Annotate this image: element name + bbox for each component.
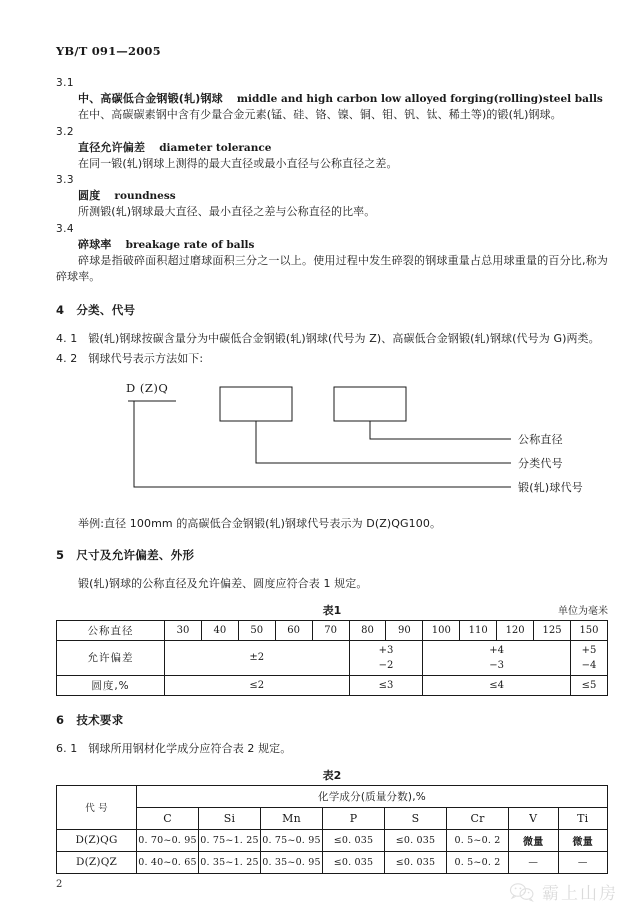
section-title-4: 分类、代号 <box>76 302 136 317</box>
table2-value-cell: 0. 35~1. 25 <box>199 851 261 873</box>
term-cn-3-3: 圆度 <box>78 189 101 202</box>
paragraph-text-6-1: 钢球所用钢材化学成分应符合表 2 规定。 <box>88 741 292 755</box>
table1-row-label-diameter: 公称直径 <box>57 620 165 640</box>
table2-element-header: Cr <box>447 807 509 829</box>
table1-diameter-cell: 40 <box>201 620 238 640</box>
leader-nominal-diameter <box>370 421 511 439</box>
table1-diameter-cell: 60 <box>275 620 312 640</box>
table2-element-header: Mn <box>261 807 323 829</box>
page-content <box>56 44 608 874</box>
table1-roundness-cell: ≤3 <box>349 675 423 695</box>
table2-value-cell: ≤0. 035 <box>323 829 385 851</box>
table1-tolerance-cell <box>423 640 571 675</box>
term-en-3-1: middle and high carbon low alloyed forging(rolling)steel balls <box>236 93 603 105</box>
term-en-3-4: breakage rate of balls <box>125 238 255 251</box>
clause-number-3-3: 3.3 <box>56 174 74 186</box>
standard-code-header: YB/T 091—2005 <box>56 44 161 58</box>
table-row <box>57 829 608 851</box>
table2-code-cell: D(Z)QG <box>57 829 137 851</box>
term-heading-3-2 <box>78 139 608 155</box>
table2-header-code: 代 号 <box>57 785 137 829</box>
term-en-3-2: diameter tolerance <box>159 141 272 154</box>
table-row-roundness <box>57 675 608 695</box>
table2-header-row-elements <box>57 807 608 829</box>
tolerance-lower: −4 <box>581 659 597 671</box>
paragraph-number-4-1: 4. 1 <box>56 331 78 345</box>
watermark <box>509 879 618 904</box>
term-cn-3-4: 碎球率 <box>78 237 112 251</box>
table2-element-header: C <box>137 807 199 829</box>
table1-tolerance-cell <box>349 640 423 675</box>
table1-roundness-cell: ≤5 <box>570 675 607 695</box>
table1-caption: 表1 <box>322 603 342 617</box>
diagram-label-nominal-diameter: 公称直径 <box>518 432 563 446</box>
table2-value-cell: — <box>509 851 559 873</box>
term-heading-3-3 <box>78 187 608 203</box>
section-number-6: 6 <box>56 712 65 727</box>
table2-value-cell: 0. 40~0. 65 <box>137 851 199 873</box>
paragraph-6-1 <box>56 740 608 757</box>
table2-value-cell: 0. 70~0. 95 <box>137 829 199 851</box>
diagram-label-classification-code: 分类代号 <box>518 456 563 470</box>
table1-unit-note: 单位为毫米 <box>558 605 608 617</box>
tolerance-upper: +5 <box>581 644 597 656</box>
term-definition-3-2: 在同一锻(轧)钢球上测得的最大直径或最小直径与公称直径之差。 <box>78 156 398 170</box>
placeholder-box-diameter <box>334 387 406 421</box>
clause-number-3-1: 3.1 <box>56 77 74 89</box>
tolerance-upper: +3 <box>378 644 394 656</box>
table2-value-cell: ≤0. 035 <box>385 829 447 851</box>
term-cn-3-2: 直径允许偏差 <box>78 140 146 154</box>
section-heading-6 <box>56 712 608 728</box>
table2-value-cell: 0. 75~1. 25 <box>199 829 261 851</box>
wechat-icon <box>509 882 535 902</box>
table1-diameter-cell: 150 <box>570 620 607 640</box>
section-heading-5 <box>56 547 608 563</box>
table2-header-row-group <box>57 785 608 807</box>
page-number: 2 <box>56 879 63 890</box>
table2-code-cell: D(Z)QZ <box>57 851 137 873</box>
table1-diameter-cell: 90 <box>386 620 423 640</box>
table1-caption-row <box>56 602 608 618</box>
paragraph-4-1 <box>56 330 608 347</box>
term-definition-3-4: 碎球是指破碎面积超过磨球面积三分之一以上。使用过程中发生碎裂的钢球重量占总用球重量的百分比,称为碎球率。 <box>56 253 608 283</box>
paragraph-number-4-2: 4. 2 <box>56 351 78 365</box>
table2-value-cell: — <box>558 851 608 873</box>
table1-roundness-cell: ≤2 <box>165 675 350 695</box>
table2-value-cell: 0. 5~0. 2 <box>447 829 509 851</box>
table2-value-cell: 0. 75~0. 95 <box>261 829 323 851</box>
paragraph-5-intro: 锻(轧)钢球的公称直径及允许偏差、圆度应符合表 1 规定。 <box>78 576 368 590</box>
table1-diameter-cell: 80 <box>349 620 386 640</box>
table1-tolerance-cell <box>570 640 607 675</box>
code-designation-diagram <box>56 379 608 501</box>
table1-row-label-roundness: 圆度,% <box>57 675 165 695</box>
table2-value-cell: 微量 <box>558 829 608 851</box>
table2-caption-row <box>56 767 608 783</box>
table1-diameter-cell: 120 <box>497 620 534 640</box>
term-definition-3-3: 所测锻(轧)钢球最大直径、最小直径之差与公称直径的比率。 <box>78 205 376 218</box>
section-title-5: 尺寸及允许偏差、外形 <box>76 547 195 562</box>
section-heading-4 <box>56 302 608 318</box>
table-dimensions-tolerance <box>56 620 608 696</box>
table1-row-label-tolerance: 允许偏差 <box>57 640 165 675</box>
table-row-nominal-diameter <box>57 620 608 640</box>
paragraph-4-2 <box>56 350 608 367</box>
table2-element-header: V <box>509 807 559 829</box>
tolerance-lower: −2 <box>378 659 394 671</box>
paragraph-number-6-1: 6. 1 <box>56 741 78 755</box>
paragraph-text-4-1: 锻(轧)钢球按碳含量分为中碳低合金钢锻(轧)钢球(代号为 Z)、高碳低合金钢锻(轧)钢球(代号为 G)两类。 <box>88 331 600 345</box>
section-number-5: 5 <box>56 547 65 562</box>
clause-number-3-4: 3.4 <box>56 222 74 235</box>
table1-tolerance-cell: ±2 <box>165 640 350 675</box>
tolerance-lower: −3 <box>489 659 505 671</box>
table2-value-cell: 0. 35~0. 95 <box>261 851 323 873</box>
leader-classification-code <box>256 421 511 463</box>
diagram-label-ball-code: 锻(轧)球代号 <box>518 480 583 494</box>
table2-element-header: P <box>323 807 385 829</box>
table2-header-composition: 化学成分(质量分数),% <box>137 785 608 807</box>
leader-ball-code <box>134 401 511 487</box>
diagram-code-label: D (Z)Q <box>126 380 169 395</box>
tolerance-upper: +4 <box>489 644 505 656</box>
clause-number-3-2: 3.2 <box>56 125 74 138</box>
table1-diameter-cell: 125 <box>534 620 571 640</box>
table2-element-header: Ti <box>558 807 608 829</box>
table2-value-cell: ≤0. 035 <box>323 851 385 873</box>
table2-element-header: Si <box>199 807 261 829</box>
term-heading-3-1 <box>78 90 608 106</box>
table2-value-cell: 微量 <box>509 829 559 851</box>
term-heading-3-4 <box>78 236 608 252</box>
table2-value-cell: 0. 5~0. 2 <box>447 851 509 873</box>
table2-element-header: S <box>385 807 447 829</box>
placeholder-box-classification <box>220 387 292 421</box>
term-en-3-3: roundness <box>114 190 176 202</box>
term-cn-3-1: 中、高碳低合金钢锻(轧)钢球 <box>78 92 223 105</box>
term-definition-3-1: 在中、高碳碳素钢中含有少量合金元素(锰、硅、铬、镍、铜、钼、钒、钛、稀土等)的锻(轧)钢球。 <box>78 108 562 121</box>
paragraph-text-4-2: 钢球代号表示方法如下: <box>88 351 204 365</box>
section-title-6: 技术要求 <box>76 712 124 727</box>
example-text: 举例:直径 100mm 的高碳低合金钢锻(轧)钢球代号表示为 D(Z)QG100。 <box>78 516 442 530</box>
table-row-tolerance <box>57 640 608 675</box>
table-row <box>57 851 608 873</box>
table-chemical-composition <box>56 785 608 874</box>
watermark-text: 霸上山房 <box>542 884 618 904</box>
section-number-4: 4 <box>56 302 65 317</box>
table1-roundness-cell: ≤4 <box>423 675 571 695</box>
table2-value-cell: ≤0. 035 <box>385 851 447 873</box>
table1-diameter-cell: 50 <box>238 620 275 640</box>
table1-diameter-cell: 70 <box>312 620 349 640</box>
table1-diameter-cell: 110 <box>460 620 497 640</box>
table1-diameter-cell: 100 <box>423 620 460 640</box>
table1-diameter-cell: 30 <box>165 620 202 640</box>
table2-caption: 表2 <box>322 768 342 782</box>
